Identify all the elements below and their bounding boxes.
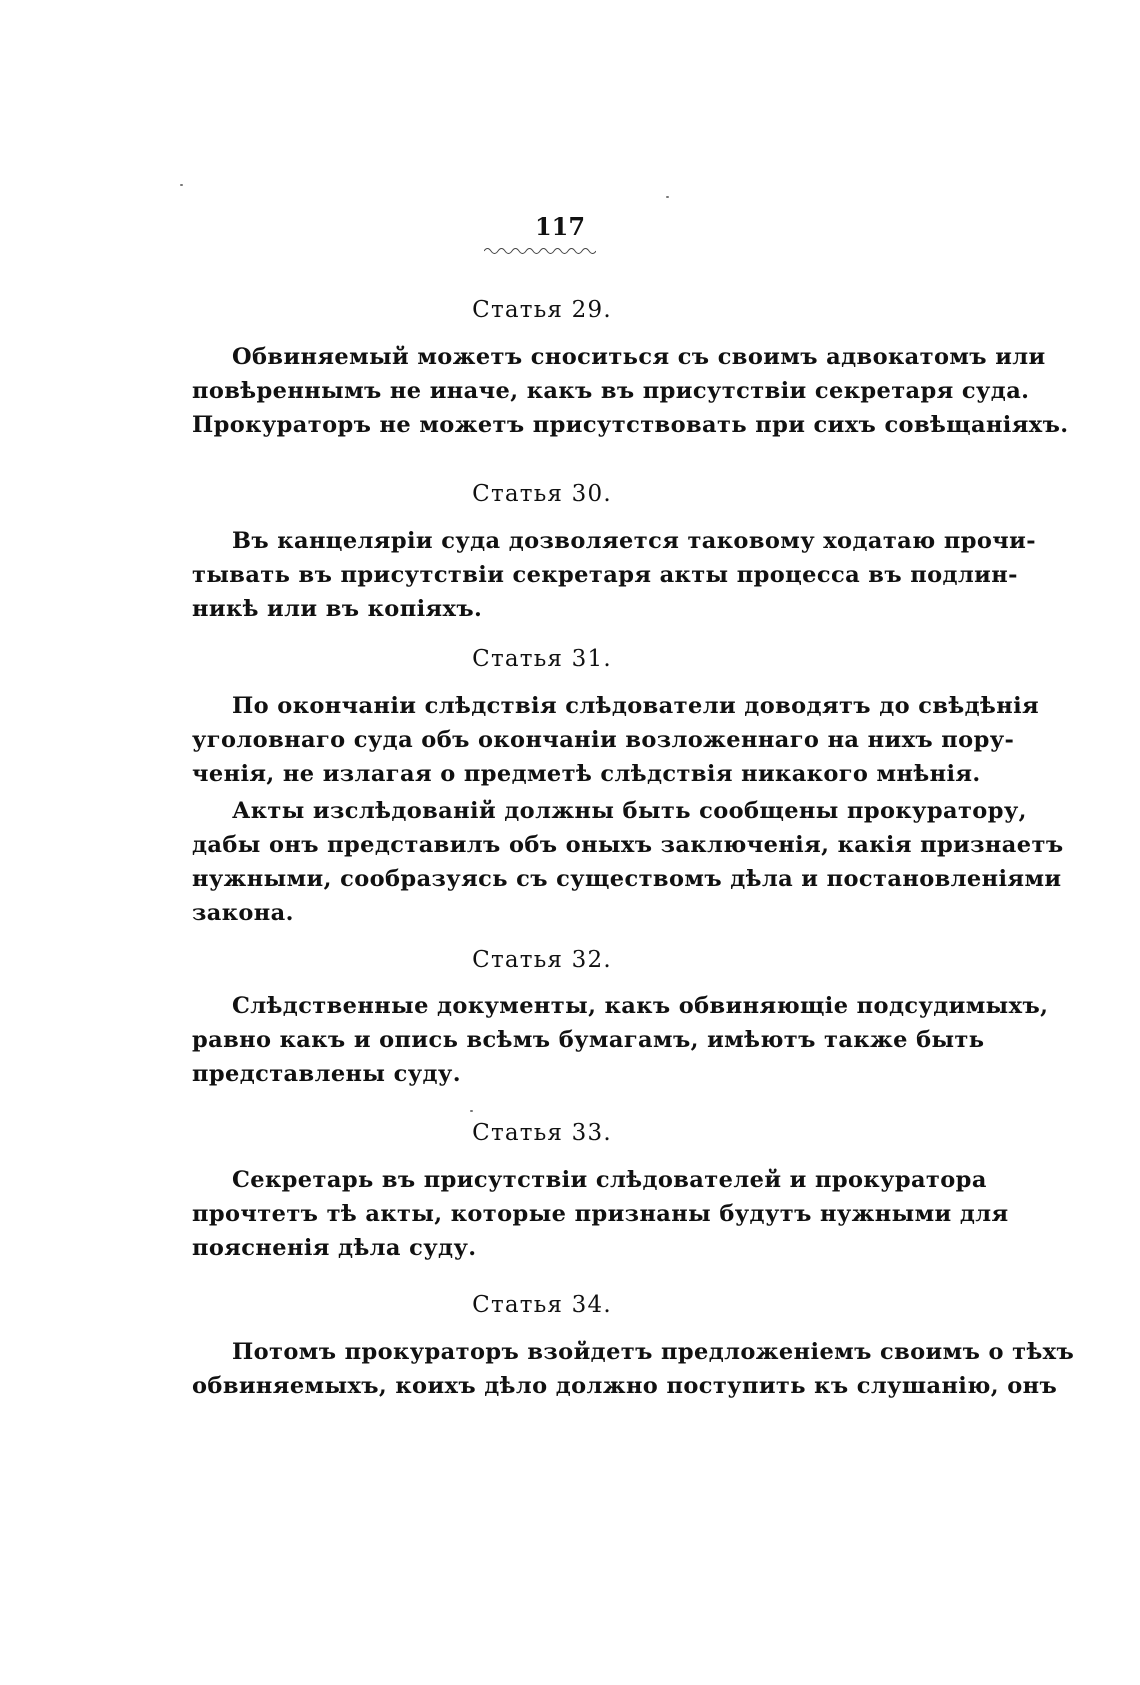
text-line: Секретарь въ присутствіи слѣдователей и прокуратора — [232, 1167, 987, 1193]
text-line: уголовнаго суда объ окончаніи возложеннаго на нихъ пору- — [192, 727, 1015, 753]
article-heading: Статья 34. — [472, 1292, 612, 1318]
article-paragraph — [192, 340, 1069, 442]
text-line: По окончаніи слѣдствія слѣдователи доводятъ до свѣдѣнія — [232, 693, 1040, 719]
article-paragraph — [192, 794, 1064, 930]
article-heading: Статья 29. — [472, 297, 612, 323]
article-heading: Статья 30. — [472, 481, 612, 507]
wavy-rule-ornament — [484, 246, 596, 256]
text-line: закона. — [192, 900, 294, 926]
article-paragraph — [192, 1335, 1075, 1403]
text-line: Въ канцеляріи суда дозволяется таковому ходатаю прочи- — [232, 528, 1036, 554]
text-line: тывать въ присутствіи секретаря акты процесса въ подлин- — [192, 562, 1018, 588]
text-line: обвиняемыхъ, коихъ дѣло должно поступить къ слушанію, онъ — [192, 1373, 1058, 1399]
page-number: 117 — [534, 212, 586, 241]
article-paragraph — [192, 689, 1040, 791]
text-line: дабы онъ представилъ объ оныхъ заключенія, какія признаетъ — [192, 832, 1064, 858]
text-line: представлены суду. — [192, 1061, 461, 1087]
scan-speck — [470, 1110, 473, 1112]
article-paragraph — [192, 524, 1036, 626]
scan-speck — [180, 184, 183, 186]
text-line: Прокураторъ не можетъ присутствовать при сихъ совѣщаніяхъ. — [192, 412, 1069, 438]
scan-speck — [666, 196, 669, 198]
article-heading: Статья 33. — [472, 1120, 612, 1146]
text-line: никѣ или въ копіяхъ. — [192, 596, 483, 622]
text-line: Слѣдственные документы, какъ обвиняющіе подсудимыхъ, — [232, 993, 1049, 1019]
article-heading: Статья 31. — [472, 646, 612, 672]
text-line: равно какъ и опись всѣмъ бумагамъ, имѣютъ также быть — [192, 1027, 985, 1053]
text-line: Обвиняемый можетъ сноситься съ своимъ адвокатомъ или — [232, 344, 1046, 370]
article-heading: Статья 32. — [472, 947, 612, 973]
text-line: поясненія дѣла суду. — [192, 1235, 477, 1261]
text-line: повѣреннымъ не иначе, какъ въ присутствіи секретаря суда. — [192, 378, 1030, 404]
text-line: прочтетъ тѣ акты, которые признаны будутъ нужными для — [192, 1201, 1009, 1227]
text-line: Акты изслѣдованій должны быть сообщены прокуратору, — [232, 798, 1027, 824]
article-paragraph — [192, 989, 1049, 1091]
article-paragraph — [192, 1163, 1009, 1265]
text-line: Потомъ прокураторъ взойдетъ предложеніемъ своимъ о тѣхъ — [232, 1339, 1075, 1365]
text-line: нужными, сообразуясь съ существомъ дѣла и постановленіями — [192, 866, 1062, 892]
text-line: ченія, не излагая о предметѣ слѣдствія никакого мнѣнія. — [192, 761, 981, 787]
